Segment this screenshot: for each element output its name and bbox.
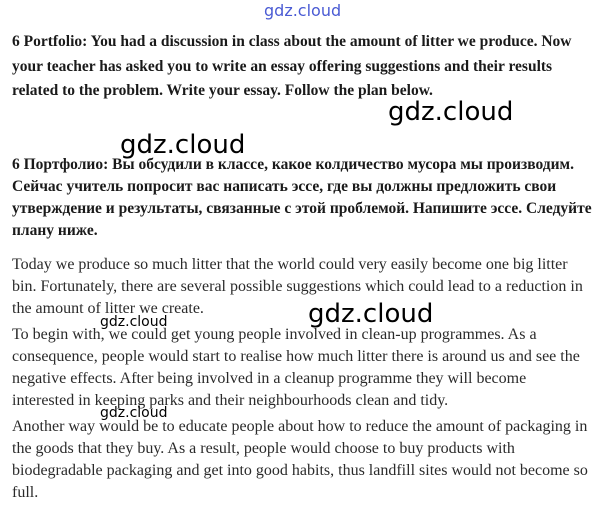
spacer	[12, 242, 592, 254]
essay-paragraph-3: Another way would be to educate people about how to reduce the amount of packaging in the goods that they buy. As a result, people would choose to buy products with biodegradable packaging and get into good habits, thus landfill sites would not become so full.	[12, 417, 588, 501]
task-english: 6 Portfolio: You had a discussion in class about the amount of litter we produce. Now your teacher has asked you to write an essay offering suggestions and their results related to the problem. Write your essay. Follow the plan below.	[12, 33, 572, 99]
essay	[12, 254, 592, 504]
watermark-top: gdz.cloud	[264, 1, 342, 20]
task-russian: 6 Портфолио: Вы обсудили в классе, какое колдичество мусора мы производим. Сейчас учитель попросит вас написать эссе, где вы должны предложить свои утверждение и результаты, связанные с этой проблемой. Напишите эссе. Следуйте плану ниже.	[12, 155, 592, 239]
watermark-large: gdz.cloud	[388, 97, 514, 127]
watermark-large: gdz.cloud	[120, 130, 246, 160]
essay-paragraph-2: To begin with, we could get young people involved in clean-up programmes. As a consequence, people would start to realise how much litter there is around us and see the negative effects. After being involved in a cleanup programme they will become interested in keeping parks and their neighbourhoods clean and tidy.	[12, 325, 580, 409]
watermark-small: gdz.cloud	[100, 405, 168, 421]
essay-paragraph-1: Today we produce so much litter that the world could very easily become one big litter bin. Fortunately, there are several possible suggestions which could lead to a reduction in the amount of litter we create.	[12, 255, 583, 317]
watermark-large: gdz.cloud	[308, 299, 434, 329]
watermark-small: gdz.cloud	[100, 314, 168, 330]
